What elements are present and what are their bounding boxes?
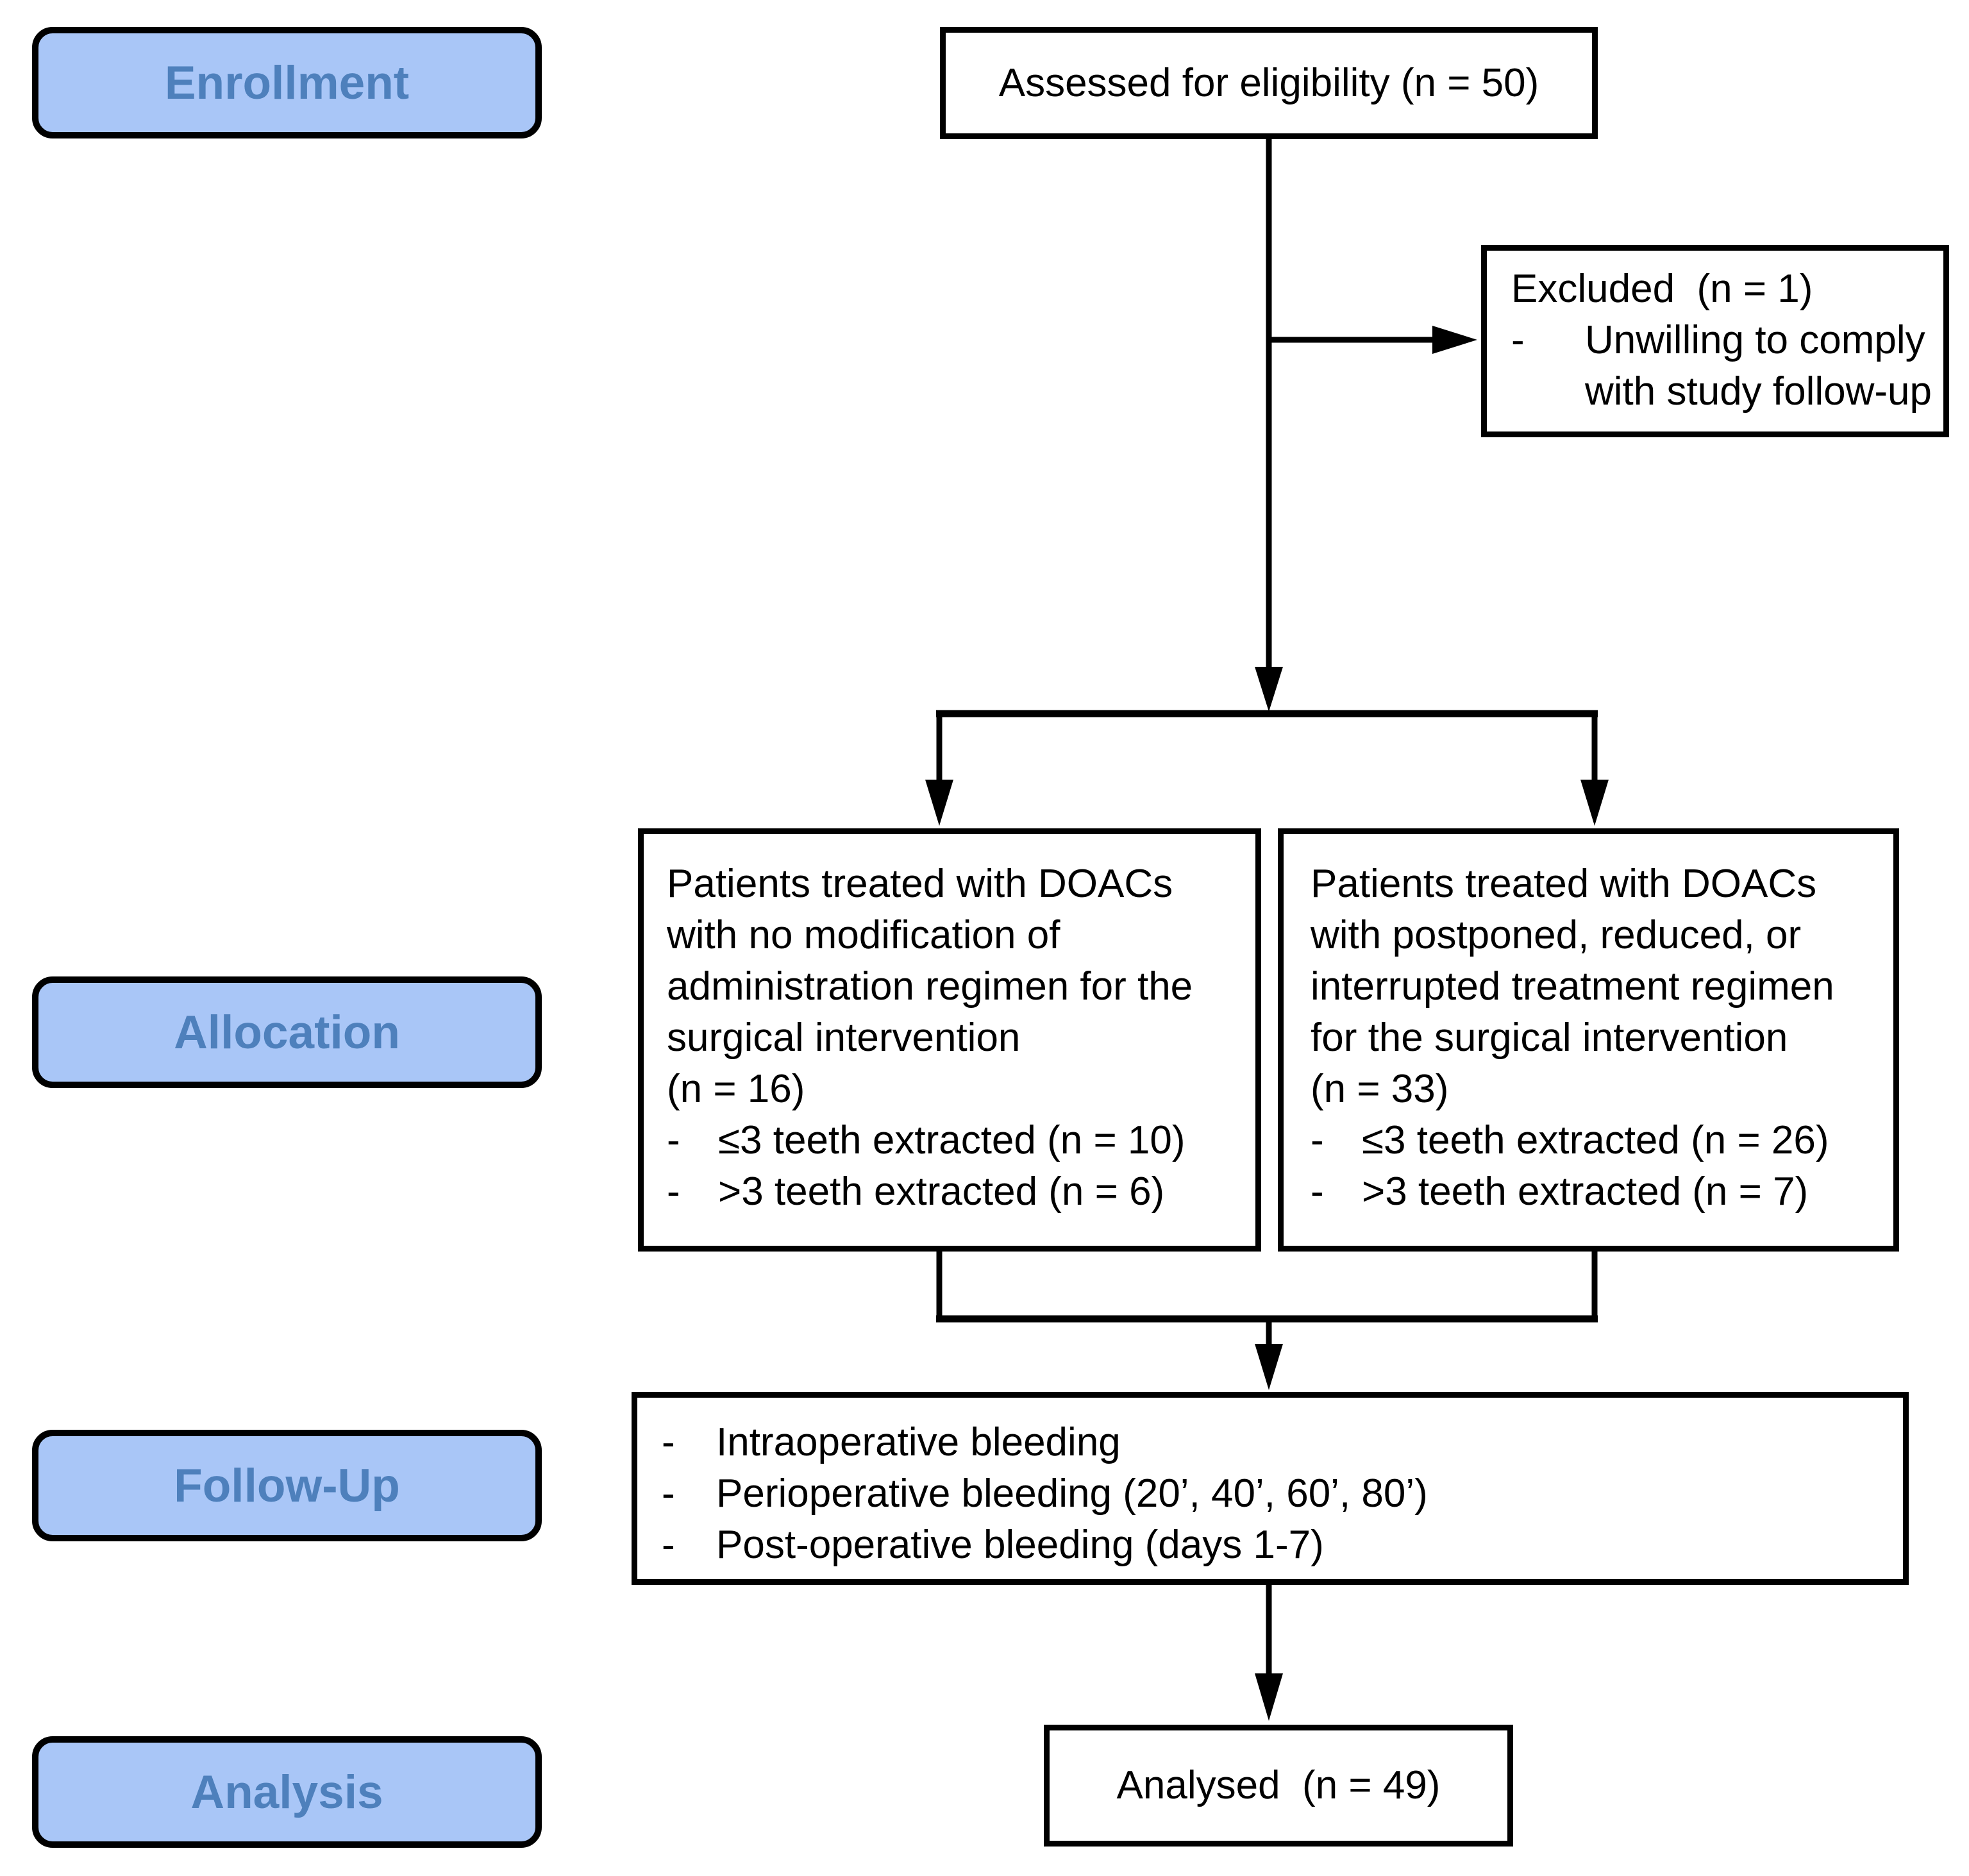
bullet-dash: - bbox=[1311, 1118, 1324, 1162]
alloc-modified-bullet-text: ≤3 teeth extracted (n = 26) bbox=[1362, 1118, 1829, 1162]
excluded-bullet bbox=[1511, 315, 1943, 417]
stage-analysis bbox=[32, 1736, 542, 1848]
allocation-unmodified-box bbox=[638, 828, 1261, 1252]
alloc-unmodified-line: administration regimen for the bbox=[667, 964, 1193, 1009]
stage-enrollment-label: Enrollment bbox=[164, 56, 410, 109]
alloc-unmodified-bullet bbox=[667, 1166, 1244, 1218]
arrowhead-followup bbox=[1255, 1344, 1283, 1390]
analysed-text: Analysed (n = 49) bbox=[1116, 1763, 1441, 1807]
bullet-dash: - bbox=[662, 1523, 675, 1567]
alloc-modified-line: Patients treated with DOACs bbox=[1311, 862, 1817, 906]
excluded-title: Excluded (n = 1) bbox=[1511, 267, 1813, 311]
arrowhead-down-to-split bbox=[1255, 667, 1283, 712]
alloc-unmodified-line: Patients treated with DOACs bbox=[667, 862, 1173, 906]
stage-follow-up-label: Follow-Up bbox=[174, 1459, 400, 1512]
alloc-modified-bullet-text: >3 teeth extracted (n = 7) bbox=[1362, 1169, 1809, 1214]
analysed-box bbox=[1044, 1725, 1513, 1847]
alloc-unmodified-bullet-text: ≤3 teeth extracted (n = 10) bbox=[718, 1118, 1186, 1162]
arrowhead-alloc-left bbox=[925, 780, 953, 826]
alloc-modified-count: (n = 33) bbox=[1311, 1067, 1449, 1111]
follow-up-bullet bbox=[662, 1417, 1890, 1468]
excluded-bullet-text: Unwilling to comply with study follow-up bbox=[1585, 318, 1932, 414]
stage-follow-up bbox=[32, 1430, 542, 1541]
bullet-dash: - bbox=[1511, 318, 1525, 362]
stage-allocation bbox=[32, 976, 542, 1088]
bullet-dash: - bbox=[662, 1420, 675, 1464]
alloc-modified-line: interrupted treatment regimen bbox=[1311, 964, 1834, 1009]
follow-up-bullet-text: Intraoperative bleeding bbox=[716, 1420, 1121, 1464]
assessed-text: Assessed for eligibility (n = 50) bbox=[998, 60, 1539, 105]
stage-allocation-label: Allocation bbox=[174, 1006, 400, 1059]
assessed-box bbox=[940, 27, 1598, 139]
allocation-modified-box bbox=[1278, 828, 1899, 1252]
alloc-modified-line: for the surgical intervention bbox=[1311, 1016, 1788, 1060]
follow-up-bullet bbox=[662, 1520, 1890, 1571]
alloc-unmodified-count: (n = 16) bbox=[667, 1067, 805, 1111]
alloc-unmodified-line: with no modification of bbox=[667, 913, 1060, 957]
arrowhead-right-excluded bbox=[1432, 326, 1477, 354]
bullet-dash: - bbox=[662, 1471, 675, 1516]
follow-up-bullet-text: Post-operative bleeding (days 1-7) bbox=[716, 1523, 1324, 1567]
stage-analysis-label: Analysis bbox=[190, 1766, 383, 1818]
bullet-dash: - bbox=[1311, 1169, 1324, 1214]
alloc-modified-bullet bbox=[1311, 1115, 1884, 1166]
alloc-unmodified-line: surgical intervention bbox=[667, 1016, 1021, 1060]
follow-up-bullet-text: Perioperative bleeding (20’, 40’, 60’, 80’) bbox=[716, 1471, 1428, 1516]
alloc-modified-line: with postponed, reduced, or bbox=[1311, 913, 1802, 957]
arrowhead-alloc-right bbox=[1580, 780, 1609, 826]
arrowhead-analysed bbox=[1255, 1673, 1283, 1721]
bullet-dash: - bbox=[667, 1118, 680, 1162]
excluded-box bbox=[1481, 245, 1949, 437]
alloc-modified-bullet bbox=[1311, 1166, 1884, 1218]
alloc-unmodified-bullet bbox=[667, 1115, 1244, 1166]
alloc-unmodified-bullet-text: >3 teeth extracted (n = 6) bbox=[718, 1169, 1165, 1214]
bullet-dash: - bbox=[667, 1169, 680, 1214]
follow-up-box bbox=[632, 1392, 1909, 1585]
follow-up-bullet bbox=[662, 1468, 1890, 1520]
stage-enrollment bbox=[32, 27, 542, 138]
